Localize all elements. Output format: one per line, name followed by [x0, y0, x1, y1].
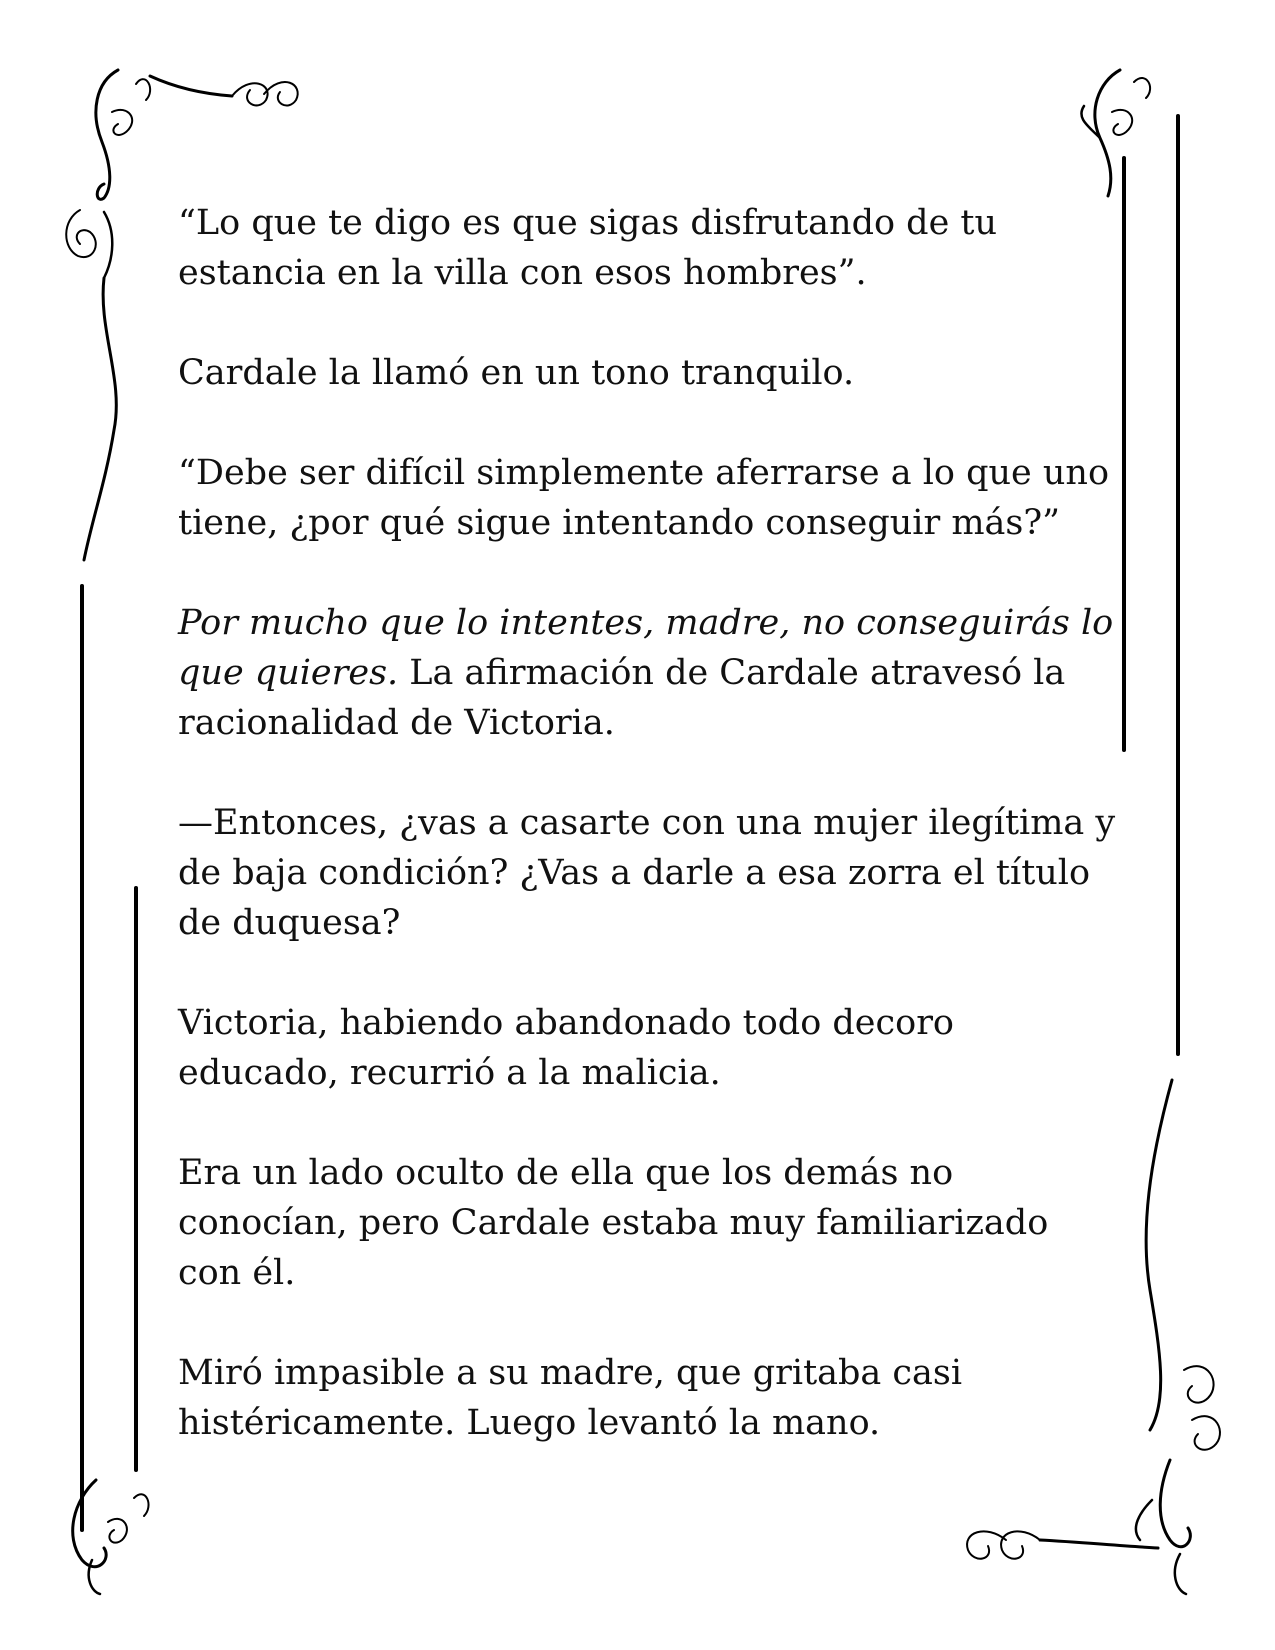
paragraph-4: [178, 598, 1118, 748]
italic-thought: Por mucho que lo intentes, madre, no conseguirás lo que quieres.: [178, 603, 1114, 693]
flourish-bottom-left: [73, 1480, 149, 1594]
flourish-top-right: [1081, 70, 1150, 196]
story-text: [178, 198, 1118, 1448]
paragraph-7: Era un lado oculto de ella que los demás no conocían, pero Cardale estaba muy familiarizado con él.: [178, 1153, 1049, 1293]
paragraph-8: Miró impasible a su madre, que gritaba casi histéricamente. Luego levantó la mano.: [178, 1353, 963, 1443]
paragraph-2: Cardale la llamó en un tono tranquilo.: [178, 353, 855, 393]
paragraph-3: “Debe ser difícil simplemente aferrarse a lo que uno tiene, ¿por qué sigue intentando conseguir más?”: [178, 453, 1110, 543]
paragraph-1: “Lo que te digo es que sigas disfrutando de tu estancia en la villa con esos hombres”.: [178, 203, 998, 293]
paragraph-5: —Entonces, ¿vas a casarte con una mujer ilegítima y de baja condición? ¿Vas a darle a esa zorra el título de duquesa?: [178, 803, 1116, 943]
paragraph-4-text: La afirmación de Cardale atravesó la racionalidad de Victoria.: [178, 653, 1066, 743]
paragraph-6: Victoria, habiendo abandonado todo decoro educado, recurrió a la malicia.: [178, 1003, 954, 1093]
